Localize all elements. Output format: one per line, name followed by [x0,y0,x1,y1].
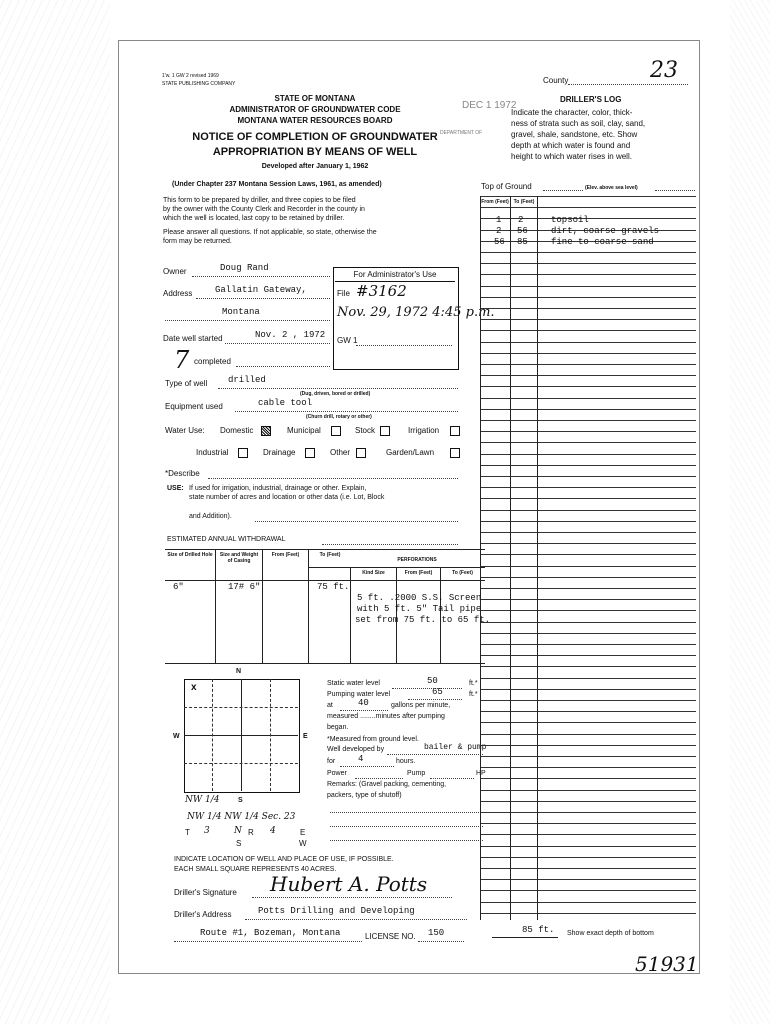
garden-label: Garden/Lawn [386,448,435,457]
scan-noise-right [730,0,770,1024]
gw-label: GW 1 [337,336,358,345]
equipment-label: Equipment used [165,402,223,411]
received-stamp: DEC 1 1972 [462,100,517,111]
log-desc-1: Indicate the character, color, thick- [511,108,633,117]
license-value: 150 [428,928,445,938]
admin-box-title: For Administrator's Use [335,270,455,282]
instr-5: form may be returned. [163,238,232,245]
elev-line [655,190,695,191]
hp-label: HP [476,770,486,777]
log-rule-22 [480,442,696,443]
instr-2: by the owner with the County Clerk and Recorder in the county in [163,206,365,213]
perf-note-3: set from 75 ft. to 65 ft. [355,615,491,625]
for-line [340,766,394,767]
ew-hint: W [299,839,307,848]
log-row-2-desc: dirt, coarse gravels [551,226,660,236]
county-line [568,84,688,85]
ns-hint: S [236,839,242,848]
equipment-value: cable tool [258,398,313,408]
type-line [218,388,458,389]
log-rule-41 [480,655,696,656]
file-number: 51931 [635,952,699,976]
equipment-line [235,411,458,412]
section-line: NW 1/4 NW 1/4 Sec. 23 [187,812,296,822]
west-label: W [173,733,180,740]
use-text-2: state number of acres and location or other data (i.e. Lot, Block [189,494,385,501]
license-line [418,941,464,942]
domestic-label: Domestic [220,426,254,435]
other-label: Other [330,448,351,457]
board-title: MONTANA WATER RESOURCES BOARD [237,116,393,125]
log-rule-13 [480,342,696,343]
grid-h-q3 [184,763,298,764]
driller-addr-label: Driller's Address [174,910,232,919]
grid-h-q1 [184,707,298,708]
log-rule-51 [480,767,696,768]
address-line-2 [165,320,330,321]
log-rule-19 [480,409,696,410]
instr-3: which the well is located, last copy to be retained by driller. [163,215,345,222]
publisher: STATE PUBLISHING COMPANY [162,81,236,87]
r-label: R [248,828,254,837]
col-from: From (Feet) [271,552,300,558]
notice-title: NOTICE OF COMPLETION OF GROUNDWATER [192,131,438,143]
scan-noise-left [0,0,110,1024]
log-rule-18 [480,398,696,399]
use-line [255,521,458,522]
t-label: T [185,828,190,837]
t-value: 3 [204,826,210,836]
depth-line [492,937,558,938]
log-rule-5 [480,252,696,253]
owner-value: Doug Rand [220,263,269,273]
power-label: Power [327,770,347,777]
top-of-ground-label: Top of Ground [481,182,532,191]
county-value: 23 [650,58,678,83]
log-rule-59 [480,857,696,858]
log-row-3-desc: fine to coarse sand [551,237,654,247]
withdrawal-col-div-4 [350,567,351,663]
drainage-checkbox[interactable] [305,448,315,458]
power-line [355,778,403,779]
log-rule-57 [480,834,696,835]
withdrawal-label: ESTIMATED ANNUAL WITHDRAWAL [167,536,286,543]
grid-h-mid [184,735,298,736]
log-from-header: From (Feet) [481,199,509,205]
developed-label: Well developed by [327,746,385,753]
log-desc-2: ness of strata such as soil, clay, sand, [511,119,646,128]
driller-addr-line-2 [174,941,362,942]
industrial-checkbox[interactable] [238,448,248,458]
pump-line [430,778,474,779]
top-of-ground-line [543,190,583,191]
col-perf-to: To (Feet) [452,570,473,576]
log-rule-35 [480,588,696,589]
address-line [196,298,330,299]
describe-line [208,478,458,479]
log-rule-60 [480,868,696,869]
at-line [340,710,388,711]
log-rule-46 [480,711,696,712]
log-rule-47 [480,722,696,723]
withdrawal-header-line [165,580,485,581]
measured-from: *Measured from ground level. [327,736,419,743]
describe-label: *Describe [165,469,200,478]
indicate-2: EACH SMALL SQUARE REPRESENTS 40 ACRES. [174,866,337,873]
log-rule-40 [480,644,696,645]
well-marker: x [191,682,197,693]
log-rule-0 [480,196,696,197]
chapter-note: (Under Chapter 237 Montana Session Laws, 1961, as amended) [172,181,382,188]
address-label: Address [163,289,193,298]
indicate-1: INDICATE LOCATION OF WELL AND PLACE OF USE, IF POSSIBLE. [174,856,394,863]
log-desc-3: gravel, shale, sandstone, etc. Show [511,130,638,139]
address-value-2: Montana [222,307,260,317]
log-rule-64 [480,913,696,914]
log-rule-21 [480,431,696,432]
location-grid [184,679,300,793]
log-rule-28 [480,510,696,511]
sig-label: Driller's Signature [174,888,237,897]
garden-checkbox[interactable] [450,448,460,458]
stock-checkbox[interactable] [380,426,390,436]
north-label: N [236,668,242,675]
log-rule-50 [480,756,696,757]
hours-label: hours. [396,758,416,765]
log-rule-24 [480,465,696,466]
log-rule-63 [480,902,696,903]
developed-value: bailer & pump [424,743,487,752]
static-line [392,688,462,689]
log-rule-25 [480,476,696,477]
log-rule-49 [480,745,696,746]
withdrawal-table-top [165,549,485,550]
for-value: 4 [358,754,364,764]
log-rule-1 [480,207,696,208]
instr-1: This form to be prepared by driller, and three copies to be filed [163,197,356,204]
sig-value: Hubert A. Potts [270,872,428,896]
log-row-2-from: 2 [496,226,502,236]
date-started-label: Date well started [163,334,223,343]
admin-date: Nov. 29, 1972 4:45 p.m. [337,305,495,320]
log-row-3-to: 85 [517,237,528,247]
water-use-label: Water Use: [165,426,205,435]
stock-label: Stock [355,426,376,435]
depth-value: 85 ft. [522,925,555,935]
pumping-unit: ft.* [469,691,478,698]
withdrawal-line [322,544,458,545]
col-perforations: PERFORATIONS [397,557,437,563]
log-rule-33 [480,566,696,567]
log-title: DRILLER'S LOG [560,95,622,104]
ns-value: N [234,826,242,836]
log-rule-55 [480,812,696,813]
to-value: 75 ft. [317,582,350,592]
log-rule-34 [480,577,696,578]
quarter-note: NW 1/4 [185,795,220,805]
file-value: #3162 [356,282,407,300]
drainage-label: Drainage [263,448,296,457]
owner-label: Owner [163,267,187,276]
south-label: S [238,797,243,804]
municipal-checkbox[interactable] [331,426,341,436]
log-row-3-from: 56 [494,237,505,247]
type-value: drilled [228,375,266,385]
equipment-hint: (Churn drill, rotary or other) [306,414,372,420]
gpm-label: gallons per minute, [391,702,451,709]
gw-line [356,345,452,346]
log-row-2-to: 56 [517,226,528,236]
industrial-label: Industrial [196,448,229,457]
license-label: LICENSE NO. [365,932,416,941]
withdrawal-table-bottom [165,663,485,664]
log-rule-27 [480,498,696,499]
log-rule-11 [480,319,696,320]
east-label: E [303,733,308,740]
log-rule-26 [480,487,696,488]
at-value: 40 [358,698,369,708]
depth-label: Show exact depth of bottom [567,930,654,937]
log-rule-37 [480,610,696,611]
elev-label: (Elev. above sea level) [585,185,638,191]
remarks-2: packers, type of shutoff) [327,792,402,799]
remarks-line-2 [330,826,483,827]
form-ref: 1'w. 1 GW 2 revised 1969 [162,73,219,79]
grid-v-q3 [270,679,271,791]
log-rule-23 [480,454,696,455]
log-rule-53 [480,790,696,791]
pumping-label: Pumping water level [327,691,391,698]
log-desc-5: height to which water rises in well. [511,152,632,161]
at-label: at [327,702,333,709]
date-started-line [225,343,330,344]
developed-note: Developed after January 1, 1962 [261,163,369,170]
log-rule-14 [480,353,696,354]
for-label: for [327,758,336,765]
irrigation-checkbox[interactable] [450,426,460,436]
log-rule-9 [480,297,696,298]
file-label: File [337,289,350,298]
perf-note-2: with 5 ft. 5" Tail pipe [357,604,482,614]
log-row-1-from: 1 [496,215,502,225]
use-label: USE: [167,485,184,492]
irrigation-label: Irrigation [408,426,440,435]
log-rule-15 [480,364,696,365]
owner-line [192,276,330,277]
log-rule-8 [480,286,696,287]
log-rule-16 [480,375,696,376]
log-rule-48 [480,734,696,735]
completed-label: completed [194,357,231,366]
ew-value: E [300,828,306,837]
log-row-1-desc: topsoil [551,215,589,225]
domestic-checkbox[interactable] [261,426,271,436]
log-row-1-to: 2 [518,215,524,225]
measured-line: measured ........minutes after pumping [327,713,445,720]
casing-value: 17# 6" [228,582,261,592]
log-rule-6 [480,263,696,264]
static-unit: ft.* [469,680,478,687]
log-rule-10 [480,308,696,309]
pump-label: Pump [407,770,426,777]
completed-value: 7 [174,346,190,374]
driller-addr-line [245,919,467,920]
driller-addr-value: Potts Drilling and Developing [258,906,415,916]
completed-line [236,366,330,367]
pumping-value: 65 [432,687,443,697]
log-rule-42 [480,666,696,667]
began-line: began. [327,724,349,731]
log-desc-4: depth at which water is found and [511,141,631,150]
log-rule-30 [480,532,696,533]
log-rule-36 [480,599,696,600]
remarks-line-1 [330,812,483,813]
notice-title-2: APPROPRIATION BY MEANS OF WELL [212,146,418,158]
remarks-line-3 [330,840,483,841]
col-hole: Size of Drilled Hole [167,552,213,558]
driller-addr-2: Route #1, Bozeman, Montana [200,928,341,938]
date-started-value: Nov. 2 , 1972 [255,330,326,340]
log-rule-45 [480,700,696,701]
log-rule-12 [480,330,696,331]
log-rule-43 [480,678,696,679]
log-rule-31 [480,543,696,544]
perforations-line [308,567,485,568]
log-rule-58 [480,846,696,847]
withdrawal-col-div-2 [262,549,263,663]
log-rule-54 [480,801,696,802]
county-label: County [543,76,569,85]
dept-stamp: DEPARTMENT OF [440,130,483,136]
col-casing: Size and Weight of Casing [219,552,259,564]
admin-title: ADMINISTRATOR OF GROUNDWATER CODE [229,105,401,114]
log-rule-7 [480,274,696,275]
sig-line [252,897,452,898]
log-rule-39 [480,633,696,634]
type-label: Type of well [165,379,208,388]
use-text-3: and Addition). [189,513,232,520]
use-text-1: If used for irrigation, industrial, drainage or other. Explain, [189,485,367,492]
hole-value: 6" [173,582,184,592]
log-rule-20 [480,420,696,421]
static-value: 50 [427,676,438,686]
instr-4: Please answer all questions. If not applicable, so state, otherwise the [163,229,377,236]
withdrawal-col-div-1 [215,549,216,663]
municipal-label: Municipal [287,426,321,435]
log-rule-52 [480,778,696,779]
log-rule-62 [480,890,696,891]
col-to: To (Feet) [319,552,341,558]
log-left-border [480,196,481,920]
other-checkbox[interactable] [356,448,366,458]
log-rule-56 [480,823,696,824]
perf-note-1: 5 ft. .2000 S.S. Screen [357,593,482,603]
col-perf-from: From (Feet) [404,570,433,576]
type-hint: (Dug, driven, bored or drilled) [300,391,371,397]
state-title: STATE OF MONTANA [274,94,356,103]
log-rule-17 [480,386,696,387]
static-label: Static water level [327,680,380,687]
col-kind: Kind Size [362,570,385,576]
log-div-from [510,196,511,920]
developed-line [387,754,483,755]
address-value-1: Gallatin Gateway, [215,285,307,295]
pumping-line [408,699,462,700]
log-rule-61 [480,879,696,880]
log-div-to [537,196,538,920]
log-to-header: To (Feet) [513,199,535,205]
grid-v-q1 [212,679,213,791]
r-value: 4 [270,826,276,836]
log-rule-44 [480,689,696,690]
log-rule-32 [480,554,696,555]
remarks-1: Remarks: (Gravel packing, cementing, [327,781,447,788]
log-rule-29 [480,521,696,522]
log-rule-38 [480,622,696,623]
